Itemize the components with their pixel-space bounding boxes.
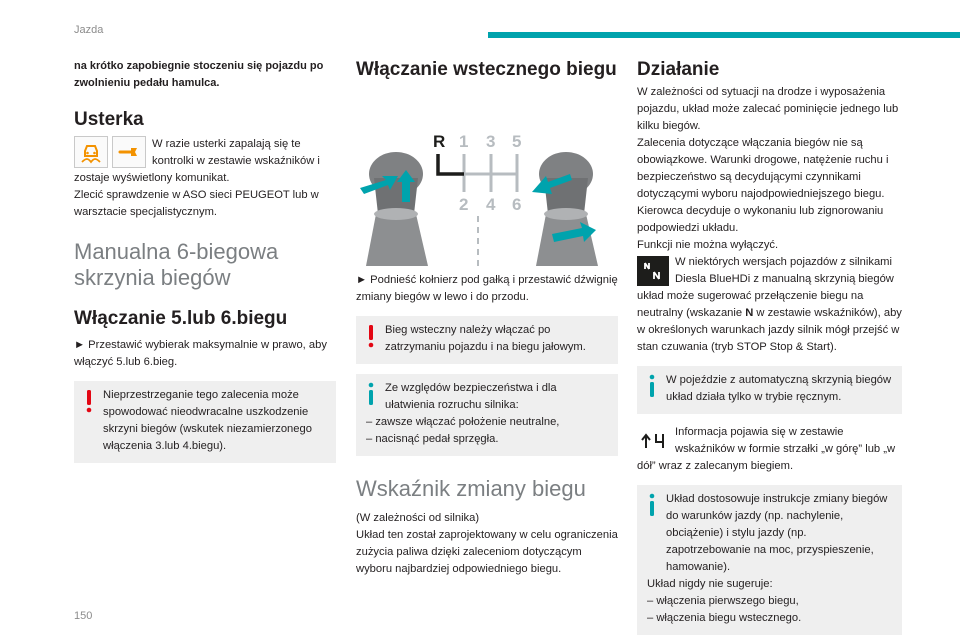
neutral-symbol: N <box>745 307 754 319</box>
column-1 <box>74 58 336 463</box>
operation-text-1: W zależności od sytuacji na drodze i wyposażenia pojazdu, układ może zalecać pominięcie jednego lub kilku biegów. <box>637 86 899 132</box>
operation-heading: Działanie <box>637 59 720 80</box>
neutral-gear-icon <box>637 256 669 286</box>
header-accent-bar <box>488 32 960 38</box>
usterka-text-1: W razie usterki zapalają się te kontrolki w zestawie wskaźników i zostaje wyświetlony komunikat. <box>74 138 320 184</box>
never-item: – włączenia biegu wstecznego. <box>647 612 802 624</box>
manual-gearbox-heading: Manualna 6-biegowa skrzynia biegów <box>74 239 279 290</box>
usterka-heading: Usterka <box>74 109 144 130</box>
gear-knob-left <box>360 152 428 266</box>
exclamation-warning-icon <box>366 324 376 348</box>
gear-label-1: 1 <box>459 132 469 151</box>
shift-indicator-sub: (W zależności od silnika) <box>356 512 480 524</box>
exclamation-warning-icon <box>84 389 94 413</box>
bluehdi-text: W niektórych wersjach pojazdów z silnikami Diesla BlueHDi z manualną skrzynią biegów układ może sugerować przełączenie biegu na neutralny (wskazanie N w zestawie wskaźników), aby w określonych warunkach jazdy silnik mógł przejść w stan czuwania (tryb STOP Stop & Start). <box>637 256 902 353</box>
shift-indicator-heading: Wskaźnik zmiany biegu <box>356 476 586 501</box>
reverse-path <box>438 154 464 174</box>
service-warning-icon <box>74 136 108 168</box>
gear-5-6-heading: Włączanie 5.lub 6.biegu <box>74 308 288 329</box>
info-icon <box>366 382 376 406</box>
gear-5-6-warning-box <box>74 381 336 463</box>
gear-5-6-step: ► Przestawić wybierak maksymalnie w prawo, aby włączyć 5.lub 6.bieg. <box>74 339 327 368</box>
reverse-info-item: – nacisnąć pedał sprzęgła. <box>366 433 499 445</box>
auto-gearbox-info-box <box>637 366 902 414</box>
gear-arrow-icon <box>637 426 669 456</box>
reverse-warning-box <box>356 316 618 364</box>
never-item: – włączenia pierwszego biegu, <box>647 595 799 607</box>
gear-label-5: 5 <box>512 132 522 151</box>
reverse-info-item: – zawsze włączać położenie neutralne, <box>366 416 560 428</box>
reverse-info-box <box>356 374 618 456</box>
adapt-info-box <box>637 485 902 635</box>
page-number: 150 <box>74 610 93 622</box>
reverse-gear-heading: Włączanie wstecznego biegu <box>356 59 617 80</box>
operation-text-3: Funkcji nie można wyłączyć. <box>637 239 779 251</box>
gear-label-6: 6 <box>512 195 522 214</box>
shift-indicator-text: Układ ten został zaprojektowany w celu ograniczenia zużycia paliwa dzięki zaleceniom dotyczącym wyboru najbardziej odpowiedniego biegu. <box>356 529 618 575</box>
info-icon <box>647 374 657 398</box>
reverse-gear-diagram <box>356 96 618 266</box>
usterka-text-2: Zlecić sprawdzenie w ASO sieci PEUGEOT lub w warsztacie specjalistycznym. <box>74 189 319 218</box>
operation-text-2: Zalecenia dotyczące włączania biegów nie są obowiązkowe. Warunki drogowe, natężenie ruchu i bezpieczeństwo są decydującymi czynnikami dotyczącymi wyboru najodpowiedniejszego biegu. Kierowca decyduje o wykonaniu lub zignorowaniu podpowiedzi układu. <box>637 137 889 234</box>
gear-label-R: R <box>433 132 446 151</box>
adapt-info-text: Układ dostosowuje instrukcje zmiany biegów do warunków jazdy (np. nachylenie, obciążenie) i stylu jazdy (np. zapotrzebowanie na moc, przyspieszenie, hamowanie). <box>666 493 888 573</box>
reverse-warning-text: Bieg wsteczny należy włączać po zatrzymaniu pojazdu i na biegu jałowym. <box>385 324 586 353</box>
section-title: Jazda <box>74 24 104 36</box>
gear-label-3: 3 <box>486 132 496 151</box>
intro-text: na krótko zapobiegnie stoczeniu się pojazdu po zwolnieniu pedału hamulca. <box>74 60 324 89</box>
wrench-icon <box>112 136 146 168</box>
gear-5-6-warning-text: Nieprzestrzeganie tego zalecenia może spowodować nieodwracalne uszkodzenie skrzyni biegów (wskutek niezamierzonego włączenia 3.lub 4.biegu). <box>103 389 312 452</box>
gear-label-2: 2 <box>459 195 469 214</box>
reverse-info-intro: Ze względów bezpieczeństwa i dla ułatwienia rozruchu silnika: <box>385 382 557 411</box>
column-2 <box>356 58 618 578</box>
auto-gearbox-info-text: W pojeździe z automatyczną skrzynią biegów układ działa tylko w trybie ręcznym. <box>666 374 892 403</box>
arrow-info-text: Informacja pojawia się w zestawie wskaźników w formie strzałki „w górę” lub „w dół” wraz z zalecanym biegiem. <box>637 426 896 472</box>
info-icon <box>647 493 657 517</box>
column-3 <box>637 58 902 635</box>
gear-label-4: 4 <box>486 195 496 214</box>
gear-knob-right <box>532 152 598 266</box>
never-suggests-text: Układ nigdy nie sugeruje: <box>647 578 773 590</box>
reverse-gear-step: ► Podnieść kołnierz pod gałką i przestawić dźwignię zmiany biegów w lewo i do przodu. <box>356 274 618 303</box>
